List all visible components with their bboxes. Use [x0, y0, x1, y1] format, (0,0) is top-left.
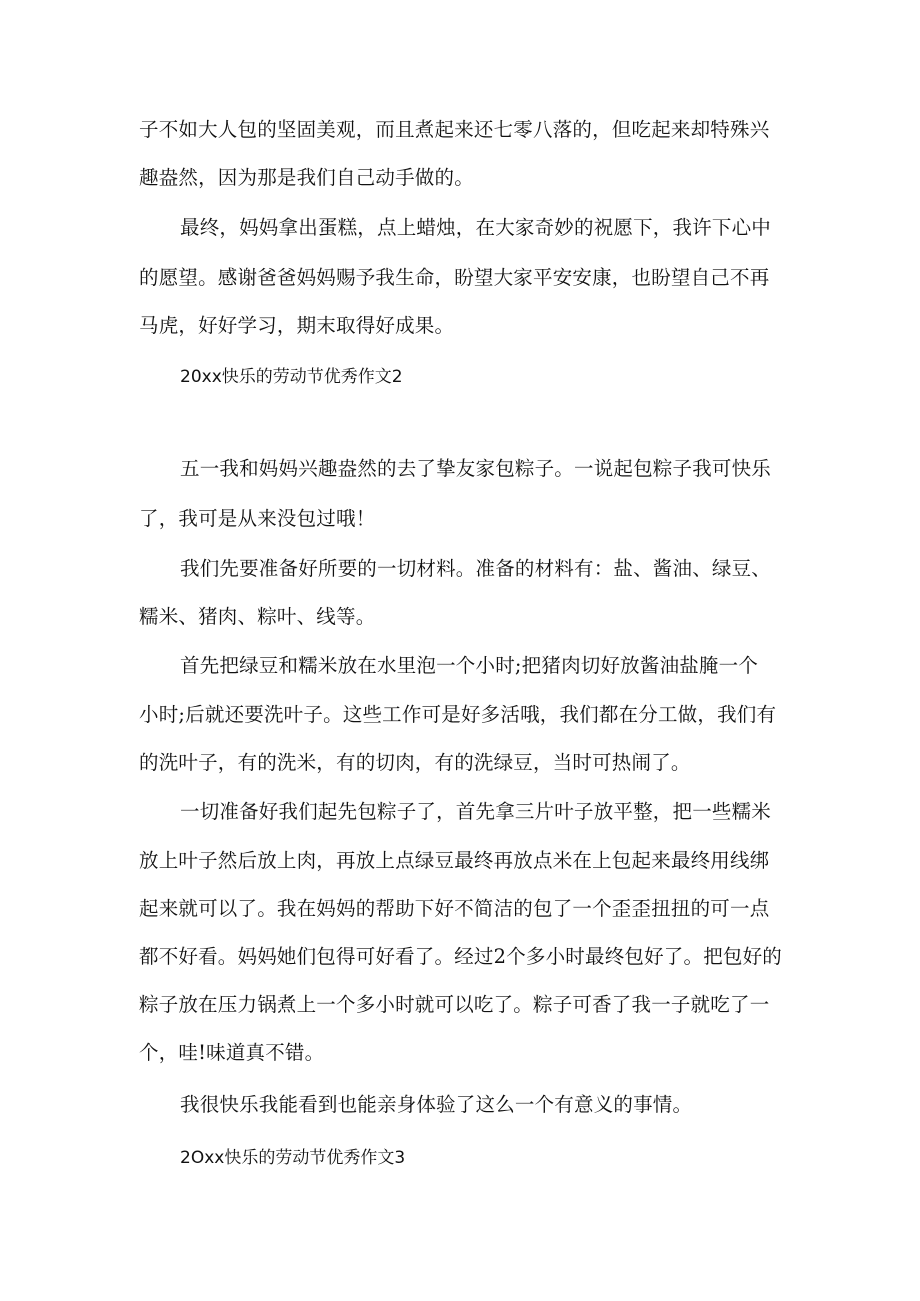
text-line: 粽子放在压力锅煮上一个多小时就可以吃了。粽子可香了我一子就吃了一 — [139, 993, 770, 1016]
text-line: 我们先要准备好所要的一切材料。准备的材料有：盐、酱油、绿豆、 — [180, 557, 772, 580]
text-line: 最终，妈妈拿出蛋糕，点上蜡烛，在大家奇妙的祝愿下，我许下心中 — [180, 216, 772, 239]
text-line: 放上叶子然后放上肉，再放上点绿豆最终再放点米在上包起来最终用线绑 — [139, 849, 770, 872]
text-line: 糯米、猪肉、粽叶、线等。 — [139, 605, 376, 628]
section-heading: 2Oxx快乐的劳动节优秀作文3 — [180, 1148, 406, 1168]
section-heading: 20xx快乐的劳动节优秀作文2 — [180, 367, 403, 387]
text-line: 五一我和妈妈兴趣盎然的去了挚友家包粽子。一说起包粽子我可快乐 — [180, 457, 772, 480]
text-line: 的洗叶子，有的洗米，有的切肉，有的洗绿豆，当时可热闹了。 — [139, 751, 691, 774]
text-line: 起来就可以了。我在妈妈的帮助下好不简洁的包了一个歪歪扭扭的可一点 — [139, 897, 770, 920]
text-line: 首先把绿豆和糯米放在水里泡一个小时;把猪肉切好放酱油盐腌一个 — [180, 654, 759, 677]
text-line: 我很快乐我能看到也能亲身体验了这么一个有意义的事情。 — [180, 1093, 693, 1116]
text-line: 个，哇!味道真不错。 — [139, 1041, 325, 1064]
text-line: 小时;后就还要洗叶子。这些工作可是好多活哦，我们都在分工做，我们有 — [139, 703, 777, 726]
text-line: 都不好看。妈妈她们包得可好看了。经过2个多小时最终包好了。把包好的 — [139, 945, 783, 968]
text-line: 趣盎然，因为那是我们自己动手做的。 — [139, 166, 474, 189]
text-line: 一切准备好我们起先包粽子了，首先拿三片叶子放平整，把一些糯米 — [180, 800, 772, 823]
text-line: 马虎，好好学习，期末取得好成果。 — [139, 314, 455, 337]
text-line: 子不如大人包的坚固美观，而且煮起来还七零八落的，但吃起来却特殊兴 — [139, 118, 770, 141]
text-line: 了，我可是从来没包过哦！ — [139, 507, 376, 530]
text-line: 的愿望。感谢爸爸妈妈赐予我生命，盼望大家平安安康，也盼望自己不再 — [139, 266, 770, 289]
